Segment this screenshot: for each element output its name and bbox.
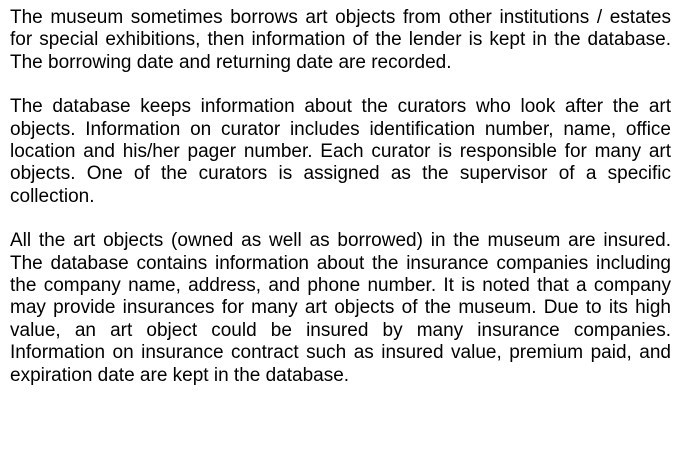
paragraph-insurance: All the art objects (owned as well as borrowed) in the museum are insured. The database contains information about the insurance companies including the company name, address, and phone number. It is noted that a company may provide insurances for many art objects of the museum. Due to its high value, an art object could be insured by many insurance companies. Information on insurance contract such as insured value, premium paid, and expiration date are kept in the database. xyxy=(10,230,671,386)
paragraph-curators: The database keeps information about the curators who look after the art objects. Information on curator includes identification number, name, office location and his/her pager number. Each curator is responsible for many art objects. One of the curators is assigned as the supervisor of a specific collection. xyxy=(10,96,671,207)
paragraph-borrowed-objects: The museum sometimes borrows art objects from other institutions / estates for special exhibitions, then information of the lender is kept in the database. The borrowing date and returning date are recorded. xyxy=(10,7,671,73)
document-body xyxy=(10,7,671,387)
